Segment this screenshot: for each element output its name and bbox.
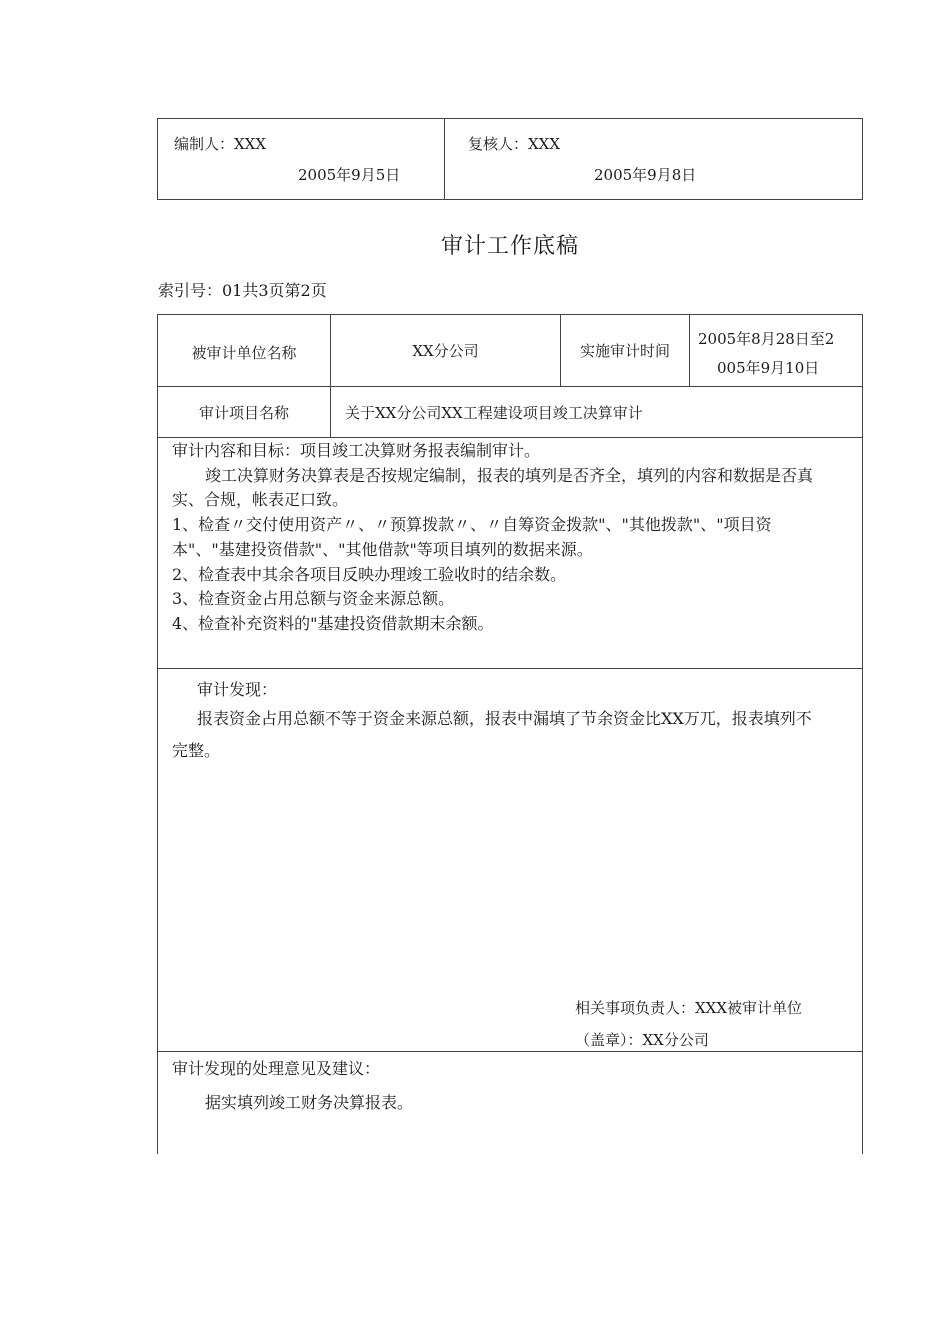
col-divider-1 — [330, 314, 331, 437]
audited-unit-value: XX分公司 — [412, 342, 479, 360]
content-heading: 审计内容和目标：项目竣工决算财务报表编制审计。 — [172, 441, 541, 460]
col-divider-3 — [689, 314, 690, 386]
content-item4: 4、检查补充资料的"基建投资借款期末余额。 — [172, 614, 494, 633]
row-divider-3 — [157, 668, 863, 669]
preparer-label: 编制人：XXX — [174, 135, 267, 153]
content-item1-line2: 本"、"基建投资借款"、"其他借款"等项目填列的数据来源。 — [172, 540, 593, 559]
reviewer-date: 2005年9月8日 — [594, 166, 697, 184]
reviewer-label: 复核人：XXX — [468, 135, 561, 153]
page-title: 审计工作底稿 — [440, 234, 579, 259]
audit-time-label: 实施审计时间 — [579, 342, 670, 360]
row-divider-2 — [157, 437, 863, 438]
content-item2: 2、检查表中其余各项目反映办理竣工验收时的结余数。 — [172, 565, 567, 584]
content-item3: 3、检查资金占用总额与资金来源总额。 — [172, 589, 455, 608]
audit-time-line1: 2005年8月28日至2 — [698, 330, 835, 348]
opinion-heading: 审计发现的处理意见及建议： — [172, 1059, 381, 1078]
index-number: 索引号：01共3页第2页 — [158, 281, 327, 300]
opinion-text: 据实填列竣工财务决算报表。 — [205, 1093, 414, 1112]
findings-line1: 报表资金占用总额不等于资金来源总额，报表中漏填了节余资金比XX万兀，报表填列不 — [197, 709, 812, 728]
audit-time-line2: 005年9月10日 — [717, 359, 820, 377]
row-divider-1 — [157, 386, 863, 387]
audit-table — [157, 314, 863, 1154]
signoff-divider — [444, 118, 445, 200]
project-value: 关于XX分公司XX工程建设项目竣工决算审计 — [345, 404, 643, 422]
content-para1-line2: 实、合规，帐表疋口致。 — [172, 490, 349, 509]
audited-unit-label: 被审计单位名称 — [191, 344, 297, 362]
findings-sign-line2: （盖章）：XX分公司 — [575, 1031, 709, 1049]
findings-sign-line1: 相关事项负责人：XXX被审计单位 — [575, 999, 803, 1017]
project-label: 审计项目名称 — [198, 404, 289, 422]
preparer-date: 2005年9月5日 — [298, 166, 401, 184]
findings-line2: 完整。 — [172, 741, 221, 760]
row-divider-4 — [157, 1051, 863, 1052]
content-item1-line1: 1、检查〃交付使用资产〃、〃预算拨款〃、〃自筹资金拨款"、"其他拨款"、"项目资 — [172, 515, 772, 534]
signoff-table — [157, 118, 863, 200]
content-para1-line1: 竣工决算财务决算表是否按规定编制，报表的填列是否齐全，填列的内容和数据是否真 — [205, 466, 814, 485]
findings-heading: 审计发现： — [197, 680, 278, 699]
